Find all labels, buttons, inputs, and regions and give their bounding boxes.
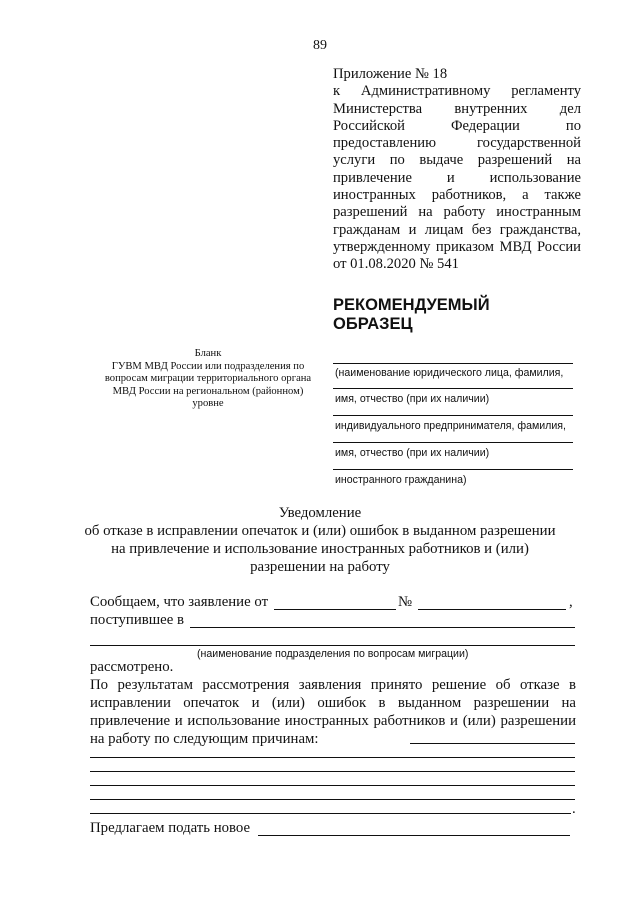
recipient-caption-3: индивидуального предпринимателя, фамилия, — [335, 420, 566, 432]
recipient-line-4[interactable] — [333, 442, 573, 443]
letterhead-block — [100, 348, 316, 411]
offer-text: Предлагаем подать новое — [90, 820, 251, 836]
recipient-caption-4: имя, отчество (при их наличии) — [335, 447, 490, 459]
recipient-line-5[interactable] — [333, 469, 573, 470]
recipient-caption-2: имя, отчество (при их наличии) — [335, 393, 490, 405]
appendix-title: Приложение № 18 — [333, 66, 448, 82]
reasons-field-3[interactable] — [90, 771, 575, 772]
recommended-sample-stamp — [333, 296, 490, 334]
recipient-caption-1: (наименование юридического лица, фамилия, — [335, 367, 564, 379]
page-number: 89 — [313, 38, 327, 53]
form-line1-comma: , — [569, 594, 573, 610]
notice-subtitle-1: об отказе в исправлении опечаток и (или) ошибок в выданном разрешении — [84, 523, 556, 539]
reasons-field-6[interactable] — [90, 813, 571, 814]
application-number-field[interactable] — [418, 609, 566, 610]
reasons-field-5[interactable] — [90, 799, 575, 800]
letterhead-issuer: ГУВМ МВД России или подразделения по вопросам миграции территориального органа МВД России на региональном (районном) уровне — [104, 360, 312, 409]
reasons-end-dot: . — [572, 801, 576, 817]
subdivision-caption: (наименование подразделения по вопросам миграции) — [197, 648, 469, 660]
received-by-field-continuation[interactable] — [90, 645, 575, 646]
reasons-field-1[interactable] — [410, 743, 575, 744]
reasons-field-2[interactable] — [90, 757, 575, 758]
notice-subtitle-2: на привлечение и использование иностранных работников и (или) — [111, 541, 529, 557]
recipient-line-1[interactable] — [333, 363, 573, 364]
form-line2-prefix: поступившее в — [90, 612, 184, 628]
decision-paragraph: По результатам рассмотрения заявления принято решение об отказе в исправлении опечаток и (или) ошибок в выданном разрешении на привлечение и использование иностранных работников и (или) разрешении на работу по следующим причинам: — [90, 677, 576, 747]
notice-title: Уведомление — [278, 505, 362, 521]
form-number-sign: № — [398, 594, 413, 610]
appendix-block — [333, 66, 581, 274]
notice-subtitle-3: разрешении на работу — [250, 559, 390, 575]
offer-field[interactable] — [258, 835, 570, 836]
recipient-caption-5: иностранного гражданина) — [335, 474, 467, 486]
recipient-line-2[interactable] — [333, 388, 573, 389]
form-line1-prefix: Сообщаем, что заявление от — [90, 594, 269, 610]
letterhead-label: Бланк — [194, 348, 222, 359]
reasons-field-4[interactable] — [90, 785, 575, 786]
recipient-line-3[interactable] — [333, 415, 573, 416]
appendix-text: к Административному регламенту Министерства внутренних дел Российской Федерации по предоставлению государственной услуги по выдаче разрешений на привлечение и использование иностранных работников, а также разрешений на работу иностранным гражданам и лицам без гражданства, утвержденному приказом МВД России от 01.08.2020 № 541 — [333, 83, 581, 273]
notice-heading — [60, 504, 580, 576]
stamp-line-2: ОБРАЗЕЦ — [333, 315, 413, 333]
application-date-field[interactable] — [274, 609, 396, 610]
considered-text: рассмотрено. — [90, 659, 174, 675]
stamp-line-1: РЕКОМЕНДУЕМЫЙ — [333, 296, 490, 314]
received-by-field[interactable] — [190, 627, 575, 628]
